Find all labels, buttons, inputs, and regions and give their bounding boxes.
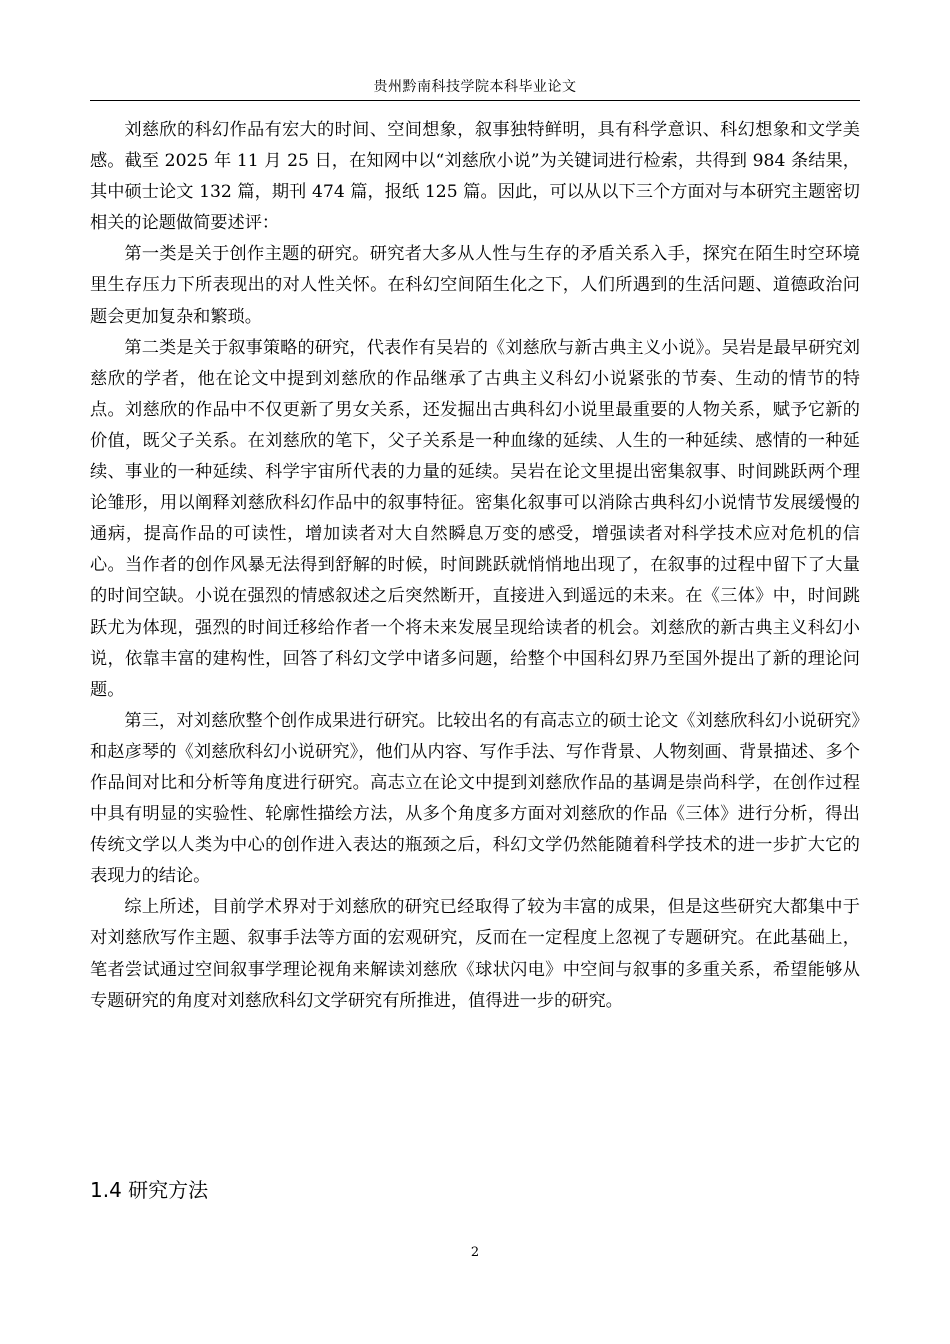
page-number: 2 — [470, 1245, 480, 1260]
paragraph-theme-research: 第一类是关于创作主题的研究。研究者大多从人性与生存的矛盾关系入手，探究在陌生时空环境里生存压力下所表现出的对人性关怀。在科幻空间陌生化之下，人们所遇到的生活问题、道德政治问题会更加复杂和繁琐。 — [90, 244, 860, 327]
header-title: 贵州黔南科技学院本科毕业论文 — [373, 79, 577, 95]
section-heading: 1.4 研究方法 — [90, 1178, 209, 1202]
body-text — [90, 115, 860, 1017]
paragraph-overall-research: 第三，对刘慈欣整个创作成果进行研究。比较出名的有高志立的硕士论文《刘慈欣科幻小说研究》和赵彦琴的《刘慈欣科幻小说研究》，他们从内容、写作手法、写作背景、人物刻画、背景描述、多个作品间对比和分析等角度进行研究。高志立在论文中提到刘慈欣作品的基调是崇尚科学，在创作过程中具有明显的实验性、轮廓性描绘方法，从多个角度多方面对刘慈欣的作品《三体》进行分析，得出传统文学以人类为中心的创作进入表达的瓶颈之后，科幻文学仍然能随着科学技术的进一步扩大它的表现力的结论。 — [90, 710, 860, 887]
paragraph-summary: 综上所述，目前学术界对于刘慈欣的研究已经取得了较为丰富的成果，但是这些研究大都集中于对刘慈欣写作主题、叙事手法等方面的宏观研究，反而在一定程度上忽视了专题研究。在此基础上，笔者尝试通过空间叙事学理论视角来解读刘慈欣《球状闪电》中空间与叙事的多重关系，希望能够从专题研究的角度对刘慈欣科幻文学研究有所推进，值得进一步的研究。 — [90, 897, 860, 1011]
paragraph-intro: 刘慈欣的科幻作品有宏大的时间、空间想象，叙事独特鲜明，具有科学意识、科幻想象和文学美感。截至 2025 年 11 月 25 日，在知网中以“刘慈欣小说”为关键词进行检索，共得到 984 条结果，其中硕士论文 132 篇，期刊 474 篇，报纸 125 篇。因此，可以从以下三个方面对与本研究主题密切相关的论题做简要述评： — [90, 120, 860, 234]
paragraph-narrative-strategy: 第二类是关于叙事策略的研究，代表作有吴岩的《刘慈欣与新古典主义小说》。吴岩是最早研究刘慈欣的学者，他在论文中提到刘慈欣的作品继承了古典主义科幻小说紧张的节奏、生动的情节的特点。刘慈欣的作品中不仅更新了男女关系，还发掘出古典科幻小说里最重要的人物关系，赋予它新的价值，既父子关系。在刘慈欣的笔下，父子关系是一种血缘的延续、人生的一种延续、感情的一种延续、事业的一种延续、科学宇宙所代表的力量的延续。吴岩在论文里提出密集叙事、时间跳跃两个理论雏形，用以阐释刘慈欣科幻作品中的叙事特征。密集化叙事可以消除古典科幻小说情节发展缓慢的通病，提高作品的可读性，增加读者对大自然瞬息万变的感受，增强读者对科学技术应对危机的信心。当作者的创作风暴无法得到舒解的时候，时间跳跃就悄悄地出现了，在叙事的过程中留下了大量的时间空缺。小说在强烈的情感叙述之后突然断开，直接进入到遥远的未来。在《三体》中，时间跳跃尤为体现，强烈的时间迁移给作者一个将未来发展呈现给读者的机会。刘慈欣的新古典主义科幻小说，依靠丰富的建构性，回答了科幻文学中诸多问题，给整个中国科幻界乃至国外提出了新的理论问题。 — [90, 337, 860, 700]
page-header — [90, 74, 860, 101]
